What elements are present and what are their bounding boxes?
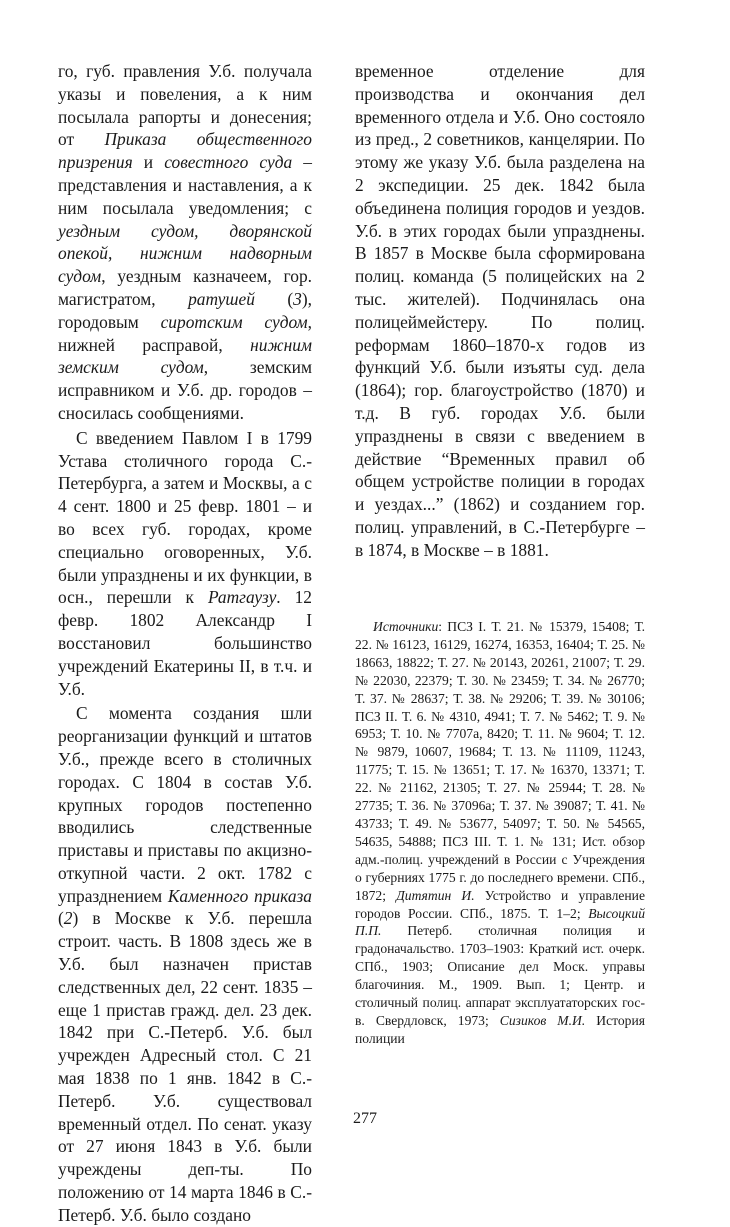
italic-text: Сизиков М.И. xyxy=(499,1012,586,1028)
text-run: Устройство и управление городов России. СПб., 1875. Т. 1–2; xyxy=(355,887,645,921)
italic-text: Ратгаузу xyxy=(207,587,277,608)
text-run: С момента создания шли реорганизации функций и штатов У.б., прежде всего в столичных городах. С 1804 в состав У.б. крупных городов постепенно вводились следственные приставы и приставы по акцизно-откупной части. 2 окт. 1782 с упразднением xyxy=(58,703,312,906)
italic-text: уездным судом, дворянской опекой, нижним надворным судом xyxy=(58,220,312,287)
right-paragraph-1 xyxy=(355,60,645,562)
text-run: и xyxy=(132,152,165,173)
text-run: История полиции xyxy=(355,1012,646,1046)
text-run: Петерб. столичная полиция и градоначальство. 1703–1903: Краткий ист. очерк. СПб., 1903; Описание дел Моск. управы благочиния. М., 1909. Вып. 1; Центр. и столичный полиц. аппарат эксплуататорских гос-в. Свердловск, 1973; xyxy=(355,923,645,1028)
page-number: 277 xyxy=(353,1110,377,1127)
italic-text: ратушей xyxy=(188,288,255,309)
italic-text: Дитятин И. xyxy=(396,887,475,903)
italic-text: Приказа общественного призрения xyxy=(58,129,312,173)
text-run: . 12 февр. 1802 Александр I восстановил большинство учреждений Екатерины II, в т.ч. и У.б. xyxy=(58,587,312,699)
italic-text: сиротским судом xyxy=(160,311,308,332)
italic-text: Каменного приказа xyxy=(167,885,312,906)
text-run: го, губ. правления У.б. получала указы и повеления, а к ним посылала рапорты и донесения; от xyxy=(58,61,312,150)
left-paragraph-2 xyxy=(58,427,312,701)
italic-text: Высоцкий П.П. xyxy=(355,905,645,939)
text-run: временное отделение для производства и окончания дел временного отдела и У.б. Оно состояло из пред., 2 советников, канцелярии. По этому же указу У.б. была разделена на 2 экспедиции. 25 дек. 1842 была объединена полиция городов и уездов. У.б. в этих городах были упразднены. В 1857 в Москве была сформирована полиц. команда (5 полицейских на 2 тыс. жителей). Подчинялась она полицеймейстеру. По полиц. реформам 1860–1870-х годов из функций У.б. были изъяты суд. дела (1864); гор. благоустройство (1870) и т.д. В губ. городах У.б. были упразднены в связи с введением в действие “Временных правил об общем устройстве полиции в городах и уездах...” (1862) и созданием гор. полиц. управлений, в С.-Петербурге – в 1874, в Москве – в 1881. xyxy=(355,61,645,560)
left-paragraph-3 xyxy=(58,702,312,1226)
text-run: , нижней расправой, xyxy=(58,311,312,355)
text-run: , уездным казначеем, гор. магистратом, xyxy=(58,266,312,309)
text-run: – представления и наставления, а к ним посылала уведомления; с xyxy=(58,152,312,218)
right-column xyxy=(355,60,645,562)
text-run: ), городовым xyxy=(58,288,312,332)
italic-text: Источники xyxy=(373,619,439,634)
text-run: , земским исправником и У.б. др. городов – сносилась сообщениями. xyxy=(58,357,312,423)
italic-text: 3 xyxy=(293,288,302,309)
text-run: : ПСЗ I. Т. 21. № 15379, 15408; Т. 22. № 16123, 16129, 16274, 16353, 16404; Т. 25. № 18663, 18822; Т. 27. № 20143, 20261, 21007; Т. 29. № 22030, 22379; Т. 30. № 23459; Т. 34. № 26770; Т. 37. № 28637; Т. 38. № 29206; Т. 39. № 30106; ПСЗ II. Т. 6. № 4310, 4941; Т. 7. № 5462; Т. 9. № 6953; Т. 10. № 7707а, 8420; Т. 11. № 9604; Т. 12. № 9879, 10607, 19684; Т. 13. № 11109, 11243, 11775; Т. 15. № 13651; Т. 17. № 16370, 13371; Т. 22. № 21162, 21305; Т. 27. № 25944; Т. 28. № 27735; Т. 36. № 37096а; Т. 37. № 39087; Т. 41. № 43733; Т. 49. № 53677, 54097; Т. 50. № 54565, 54635, 54888; ПСЗ III. Т. 1. № 131; Ист. обзор адм.-полиц. учреждений в России с Учреждения о губерниях 1775 г. до последнего времени. СПб., 1872; xyxy=(355,619,645,903)
text-run: ( xyxy=(254,288,294,309)
italic-text: нижним земским судом xyxy=(58,334,312,378)
italic-text: совестного суда xyxy=(164,152,293,173)
italic-text: 2 xyxy=(63,908,73,929)
text-run: С введением Павлом I в 1799 Устава столичного города С.-Петербурга, а затем и Москвы, а с 4 сент. 1800 и 25 февр. 1801 – и во всех губ. городах, кроме специально оговоренных, У.б. были упразднены и их функции, в осн., перешли к xyxy=(58,427,312,608)
left-column xyxy=(58,60,312,1227)
left-paragraph-1 xyxy=(58,60,312,425)
text-run: ( xyxy=(58,908,64,929)
sources-block xyxy=(355,618,645,1048)
text-run: ) в Москве к У.б. перешла строит. часть. В 1808 здесь же в У.б. был назначен пристав следственных дел, 22 сент. 1835 – еще 1 пристав гражд. дел. 23 дек. 1842 при С.-Петерб. У.б. был учрежден Адресный стол. С 21 мая 1838 по 1 янв. 1842 в С.-Петерб. У.б. существовал временный отдел. По сенат. указу от 27 июня 1843 в У.б. были учреждены деп-ты. По положению от 14 марта 1846 в С.-Петерб. У.б. было создано xyxy=(58,908,312,1225)
